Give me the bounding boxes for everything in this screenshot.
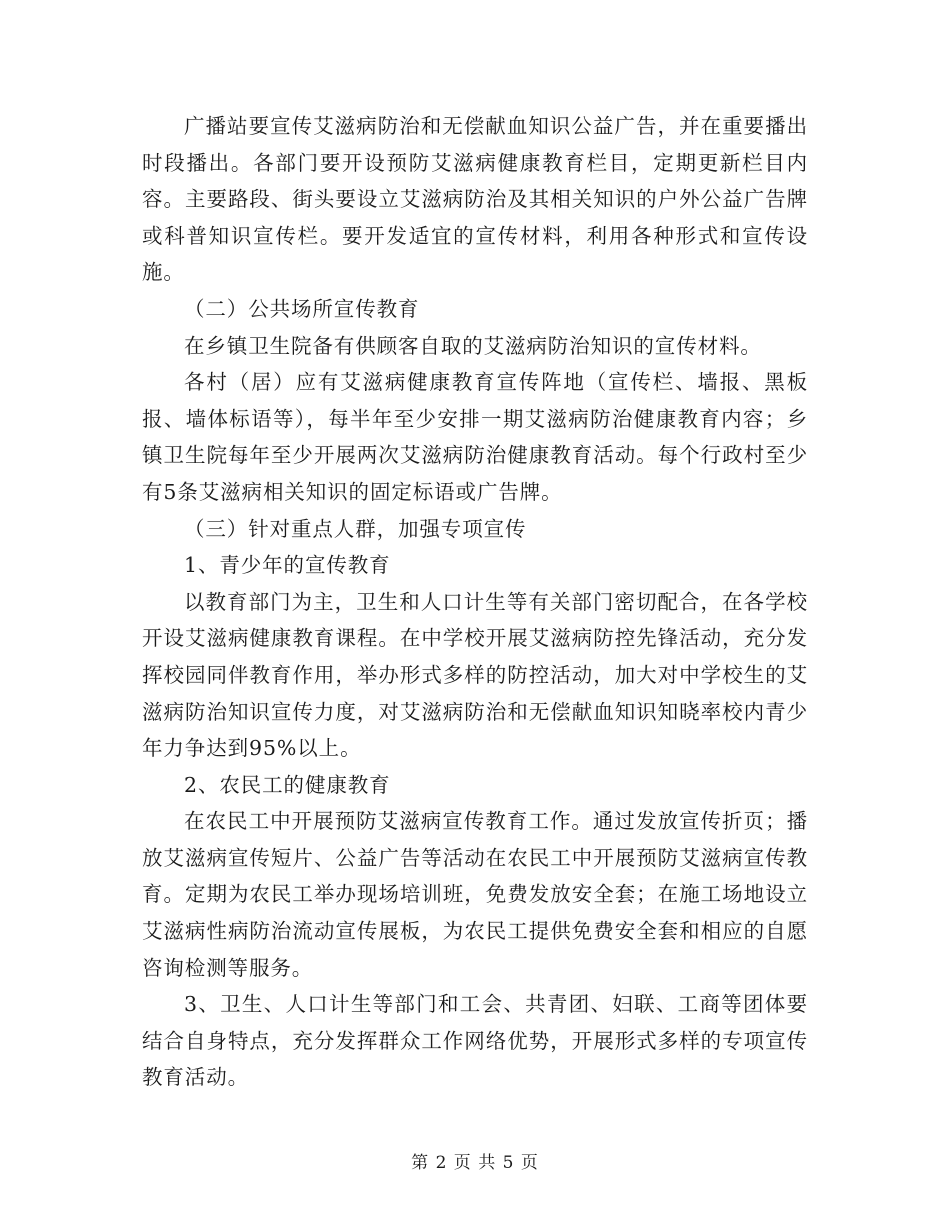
page-number-footer: 第 2 页 共 5 页 bbox=[411, 1153, 539, 1173]
paragraph-departments-groups: 3、卫生、人口计生等部门和工会、共青团、妇联、工商等团体要结合自身特点，充分发挥群众工作网络优势，开展形式多样的专项宣传教育活动。 bbox=[142, 992, 808, 1090]
document-body bbox=[142, 108, 808, 1096]
paragraph-village-publicity: 各村（居）应有艾滋病健康教育宣传阵地（宣传栏、墙报、黑板报、墙体标语等），每半年至少安排一期艾滋病防治健康教育内容；乡镇卫生院每年至少开展两次艾滋病防治健康教育活动。每个行政村至少有5条艾滋病相关知识的固定标语或广告牌。 bbox=[142, 370, 808, 504]
paragraph-broadcast: 广播站要宣传艾滋病防治和无偿献血知识公益广告，并在重要播出时段播出。各部门要开设预防艾滋病健康教育栏目，定期更新栏目内容。主要路段、街头要设立艾滋病防治及其相关知识的户外公益广告牌或科普知识宣传栏。要开发适宜的宣传材料，利用各种形式和宣传设施。 bbox=[142, 114, 808, 285]
subheading-youth: 1、青少年的宣传教育 bbox=[184, 553, 391, 578]
section-heading-public-places: （二）公共场所宣传教育 bbox=[184, 296, 420, 321]
paragraph-migrant-workers: 在农民工中开展预防艾滋病宣传教育工作。通过发放宣传折页；播放艾滋病宣传短片、公益广告等活动在农民工中开展预防艾滋病宣传教育。定期为农民工举办现场培训班，免费发放安全套；在施工场地设立艾滋病性病防治流动宣传展板，为农民工提供免费安全套和相应的自愿咨询检测等服务。 bbox=[142, 809, 808, 980]
section-heading-key-groups: （三）针对重点人群，加强专项宣传 bbox=[184, 516, 527, 541]
subheading-migrant-workers: 2、农民工的健康教育 bbox=[184, 772, 391, 797]
paragraph-township-clinic: 在乡镇卫生院备有供顾客自取的艾滋病防治知识的宣传材料。 bbox=[184, 333, 762, 358]
paragraph-youth: 以教育部门为主，卫生和人口计生等有关部门密切配合，在各学校开设艾滋病健康教育课程。在中学校开展艾滋病防控先锋活动，充分发挥校园同伴教育作用，举办形式多样的防控活动，加大对中学校生的艾滋病防治知识宣传力度，对艾滋病防治和无偿献血知识知晓率校内青少年力争达到95%以上。 bbox=[142, 589, 808, 761]
